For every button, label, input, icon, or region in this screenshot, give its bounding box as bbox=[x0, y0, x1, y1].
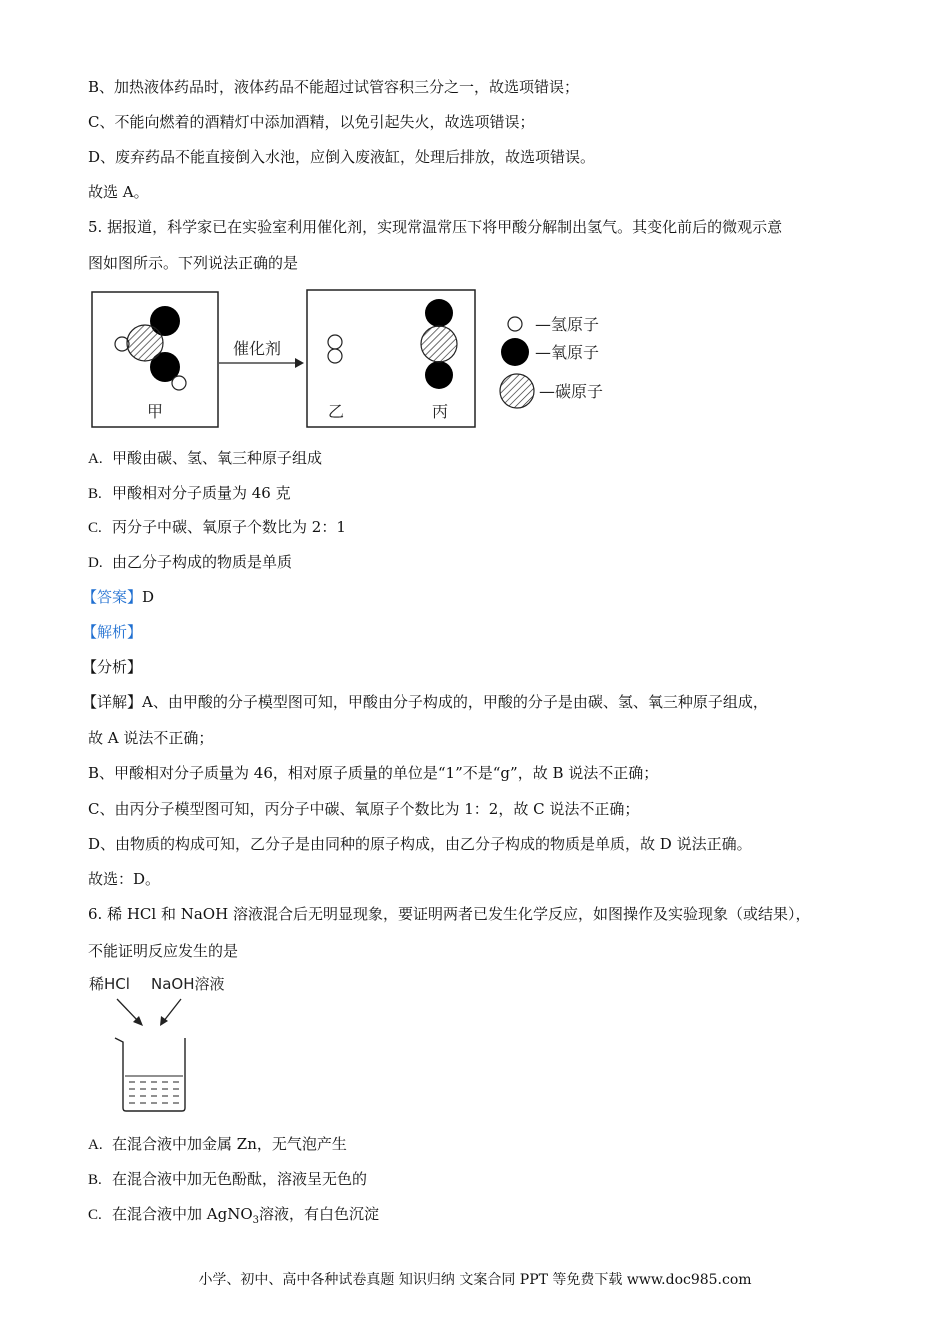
carbon-atom-icon bbox=[127, 325, 163, 361]
arrow-head-icon bbox=[295, 358, 304, 368]
q5-option-c: C. 丙分子中碳、氧原子个数比为 2：1 bbox=[88, 518, 346, 536]
product-label-left: 乙 bbox=[328, 402, 345, 421]
oxygen-legend-icon bbox=[501, 338, 529, 366]
label-dilute-hcl: 稀HCl bbox=[89, 975, 130, 993]
answer-line: 【答案】D bbox=[82, 588, 155, 606]
q5-option-b: B. 甲酸相对分子质量为 46 克 bbox=[88, 484, 291, 502]
page-footer: 小学、初中、高中各种试卷真题 知识归纳 文案合同 PPT 等免费下载 www.doc985.com bbox=[198, 1272, 752, 1288]
q6-option-b: B. 在混合液中加无色酚酞，溶液呈无色的 bbox=[88, 1170, 368, 1188]
product-label-right: 丙 bbox=[432, 402, 449, 421]
hydrogen-atom-icon bbox=[328, 335, 342, 349]
solution-conclusion: 故选 A。 bbox=[88, 183, 149, 201]
detail-line-1: 【详解】A、由甲酸的分子模型图可知，甲酸由分子构成的，甲酸的分子是由碳、氢、氧三种原子组成， bbox=[82, 693, 768, 711]
q6-option-c: C. 在混合液中加 AgNO$_3$溶液，有白色沉淀 bbox=[88, 1205, 380, 1226]
fenxi-tag: 【分析】 bbox=[82, 658, 143, 676]
beaker-diagram bbox=[85, 972, 245, 1117]
oxygen-atom-icon bbox=[425, 299, 453, 327]
detail-line-2: 故 A 说法不正确； bbox=[88, 729, 214, 747]
solution-line-c: C、不能向燃着的酒精灯中添加酒精，以免引起失火，故选项错误； bbox=[88, 113, 535, 131]
reactant-label: 甲 bbox=[147, 402, 164, 421]
question-5-stem-1: 5. 据报道，科学家已在实验室利用催化剂，实现常温常压下将甲酸分解制出氢气。其变化前后的微观示意 bbox=[88, 218, 783, 236]
analysis-tag: 【解析】 bbox=[82, 623, 143, 641]
legend-carbon: —碳原子 bbox=[539, 382, 604, 401]
catalyst-label: 催化剂 bbox=[233, 339, 282, 358]
legend-hydrogen: —氢原子 bbox=[535, 315, 600, 334]
carbon-atom-icon bbox=[421, 326, 457, 362]
hydrogen-atom-icon bbox=[172, 376, 186, 390]
q5-option-a: A. 甲酸由碳、氢、氧三种原子组成 bbox=[88, 449, 323, 467]
oxygen-atom-icon bbox=[425, 361, 453, 389]
label-naoh-solution: NaOH溶液 bbox=[151, 975, 225, 993]
q5-option-d: D. 由乙分子构成的物质是单质 bbox=[88, 553, 293, 571]
detail-line-5: D、由物质的构成可知，乙分子是由同种的原子构成，由乙分子构成的物质是单质，故 D 说法正确。 bbox=[88, 835, 752, 853]
hydrogen-atom-icon bbox=[328, 349, 342, 363]
beaker-icon bbox=[115, 1038, 185, 1111]
question-6-stem-2: 不能证明反应发生的是 bbox=[88, 942, 239, 960]
solution-line-b: B、加热液体药品时，液体药品不能超过试管容积三分之一，故选项错误； bbox=[88, 78, 580, 96]
molecule-diagram bbox=[85, 285, 625, 435]
carbon-legend-icon bbox=[500, 374, 534, 408]
question-5-stem-2: 图如图所示。下列说法正确的是 bbox=[88, 254, 299, 272]
q6-option-a: A. 在混合液中加金属 Zn，无气泡产生 bbox=[88, 1135, 347, 1153]
legend-oxygen: —氧原子 bbox=[535, 343, 600, 362]
detail-line-3: B、甲酸相对分子质量为 46，相对原子质量的单位是“1”不是“g”，故 B 说法不正确； bbox=[88, 764, 659, 782]
solution-line-d: D、废弃药品不能直接倒入水池，应倒入废液缸，处理后排放，故选项错误。 bbox=[88, 148, 596, 166]
detail-line-4: C、由丙分子模型图可知，丙分子中碳、氧原子个数比为 1：2，故 C 说法不正确； bbox=[88, 800, 640, 818]
hydrogen-legend-icon bbox=[508, 317, 522, 331]
detail-conclusion: 故选：D。 bbox=[88, 870, 161, 888]
question-6-stem-1: 6. 稀 HCl 和 NaOH 溶液混合后无明显现象，要证明两者已发生化学反应，如图操作及实验现象（或结果）， bbox=[88, 905, 811, 923]
